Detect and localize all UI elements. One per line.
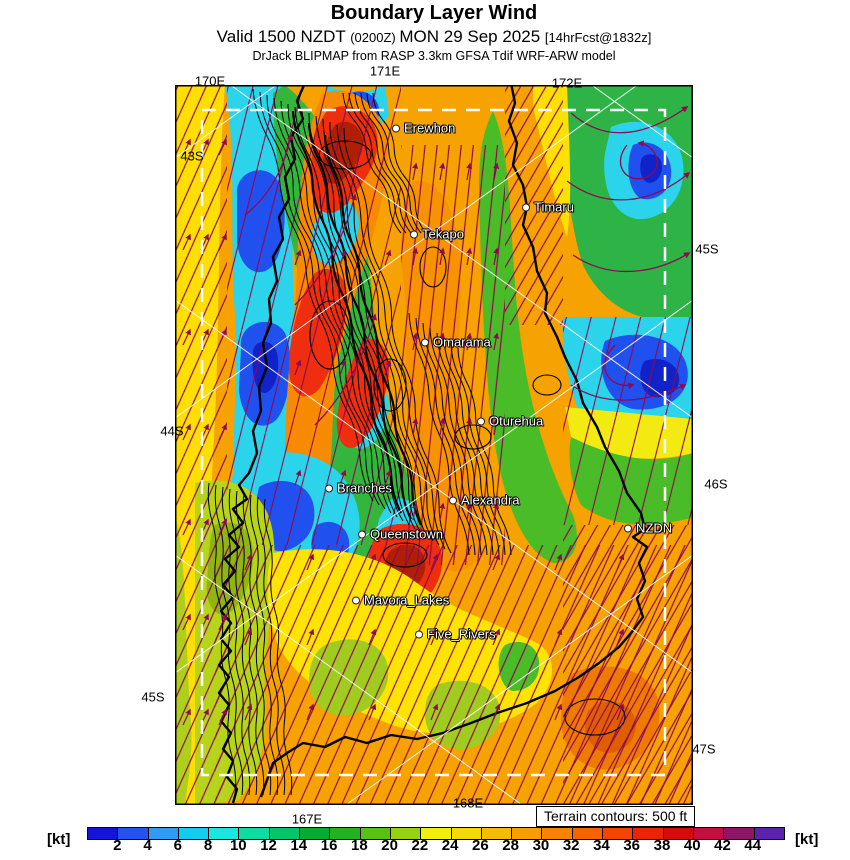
place-name: Erewhon xyxy=(404,120,456,136)
colorbar-tick-10: 10 xyxy=(229,837,247,854)
place-dot-icon xyxy=(625,525,631,531)
place-name: Timaru xyxy=(534,199,574,215)
place-label-five_rivers xyxy=(416,627,496,642)
wind-speed-field xyxy=(175,85,693,805)
colorbar-tick-22: 22 xyxy=(411,837,429,854)
place-dot-icon xyxy=(523,204,529,210)
place-dot-icon xyxy=(359,531,365,537)
colorbar-tick-44: 44 xyxy=(744,837,762,854)
place-name: Mavora_Lakes xyxy=(364,592,450,608)
unit-label-right: [kt] xyxy=(795,831,819,848)
terrain-note-box xyxy=(536,806,695,827)
valid-time-line xyxy=(175,27,693,47)
place-label-branches xyxy=(326,481,392,496)
valid-prefix: Valid 1500 NZDT xyxy=(216,27,351,46)
coord-label-172e: 172E xyxy=(551,75,583,91)
colorbar-tick-26: 26 xyxy=(472,837,489,854)
place-dot-icon xyxy=(411,231,417,237)
page-title: Boundary Layer Wind xyxy=(330,2,538,24)
model-line: DrJack BLIPMAP from RASP 3.3km GFSA Tdif WRF-ARW model xyxy=(252,49,616,63)
colorbar-tick-36: 36 xyxy=(623,837,641,854)
valid-fcst: [14hrFcst@1832z] xyxy=(544,30,652,45)
unit-label-left: [kt] xyxy=(47,831,71,848)
coord-label-46s: 46S xyxy=(704,476,728,492)
colorbar-tick-40: 40 xyxy=(683,837,701,854)
colorbar-tick-16: 16 xyxy=(320,837,338,854)
place-dot-icon xyxy=(393,125,399,131)
colorbar-tick-24: 24 xyxy=(441,837,459,854)
place-label-nzdn xyxy=(625,521,672,536)
wind-speed-colorbar xyxy=(87,827,785,840)
colorbar-tick-20: 20 xyxy=(381,837,398,854)
colorbar-tick-14: 14 xyxy=(290,837,308,854)
colorbar-tick-2: 2 xyxy=(113,837,122,854)
coord-label-171e: 171E xyxy=(369,63,401,79)
place-dot-icon xyxy=(450,497,456,503)
colorbar-tick-32: 32 xyxy=(562,837,580,854)
place-dot-icon xyxy=(353,597,359,603)
place-name: Omarama xyxy=(433,334,491,350)
place-label-omarama xyxy=(422,335,491,350)
place-name: Alexandra xyxy=(461,492,520,508)
place-name: Tekapo xyxy=(422,226,464,242)
coord-label-44s: 44S xyxy=(160,423,184,439)
colorbar-tick-38: 38 xyxy=(653,837,671,854)
valid-date: MON 29 Sep 2025 xyxy=(399,27,545,46)
place-name: Oturehua xyxy=(489,413,544,429)
coord-label-168e: 168E xyxy=(452,795,484,811)
coord-label-45s: 45S xyxy=(141,689,165,705)
place-label-erewhon xyxy=(393,121,455,136)
colorbar-tick-30: 30 xyxy=(532,837,550,854)
place-name: Queenstown xyxy=(370,526,443,542)
place-dot-icon xyxy=(478,418,484,424)
colorbar-tick-18: 18 xyxy=(351,837,368,854)
valid-zulu: (0200Z) xyxy=(350,30,400,45)
terrain-note-text: Terrain contours: 500 ft xyxy=(544,808,688,824)
coord-label-45s: 45S xyxy=(695,241,719,257)
place-label-timaru xyxy=(523,200,574,215)
place-label-oturehua xyxy=(478,414,543,429)
colorbar-tick-8: 8 xyxy=(203,837,213,854)
colorbar-tick-4: 4 xyxy=(143,837,152,854)
coord-label-47s: 47S xyxy=(692,741,716,757)
colorbar-tick-34: 34 xyxy=(593,837,610,854)
colorbar-tick-42: 42 xyxy=(714,837,731,854)
place-name: NZDN xyxy=(636,520,673,536)
place-label-tekapo xyxy=(411,227,464,242)
colorbar-tick-12: 12 xyxy=(260,837,277,854)
place-dot-icon xyxy=(326,485,332,491)
colorbar-tick-28: 28 xyxy=(502,837,519,854)
colorbar-tick-6: 6 xyxy=(173,837,182,854)
place-dot-icon xyxy=(416,631,422,637)
place-name: Branches xyxy=(337,480,392,496)
coord-label-43s: 43S xyxy=(180,148,204,164)
wind-map-canvas xyxy=(175,85,693,805)
place-label-queenstown xyxy=(359,527,443,542)
coord-label-170e: 170E xyxy=(194,73,226,89)
place-label-alexandra xyxy=(450,493,520,508)
coord-label-167e: 167E xyxy=(291,811,323,827)
place-name: Five_Rivers xyxy=(427,626,496,642)
place-label-mavora_lakes xyxy=(353,593,449,608)
place-dot-icon xyxy=(422,339,428,345)
